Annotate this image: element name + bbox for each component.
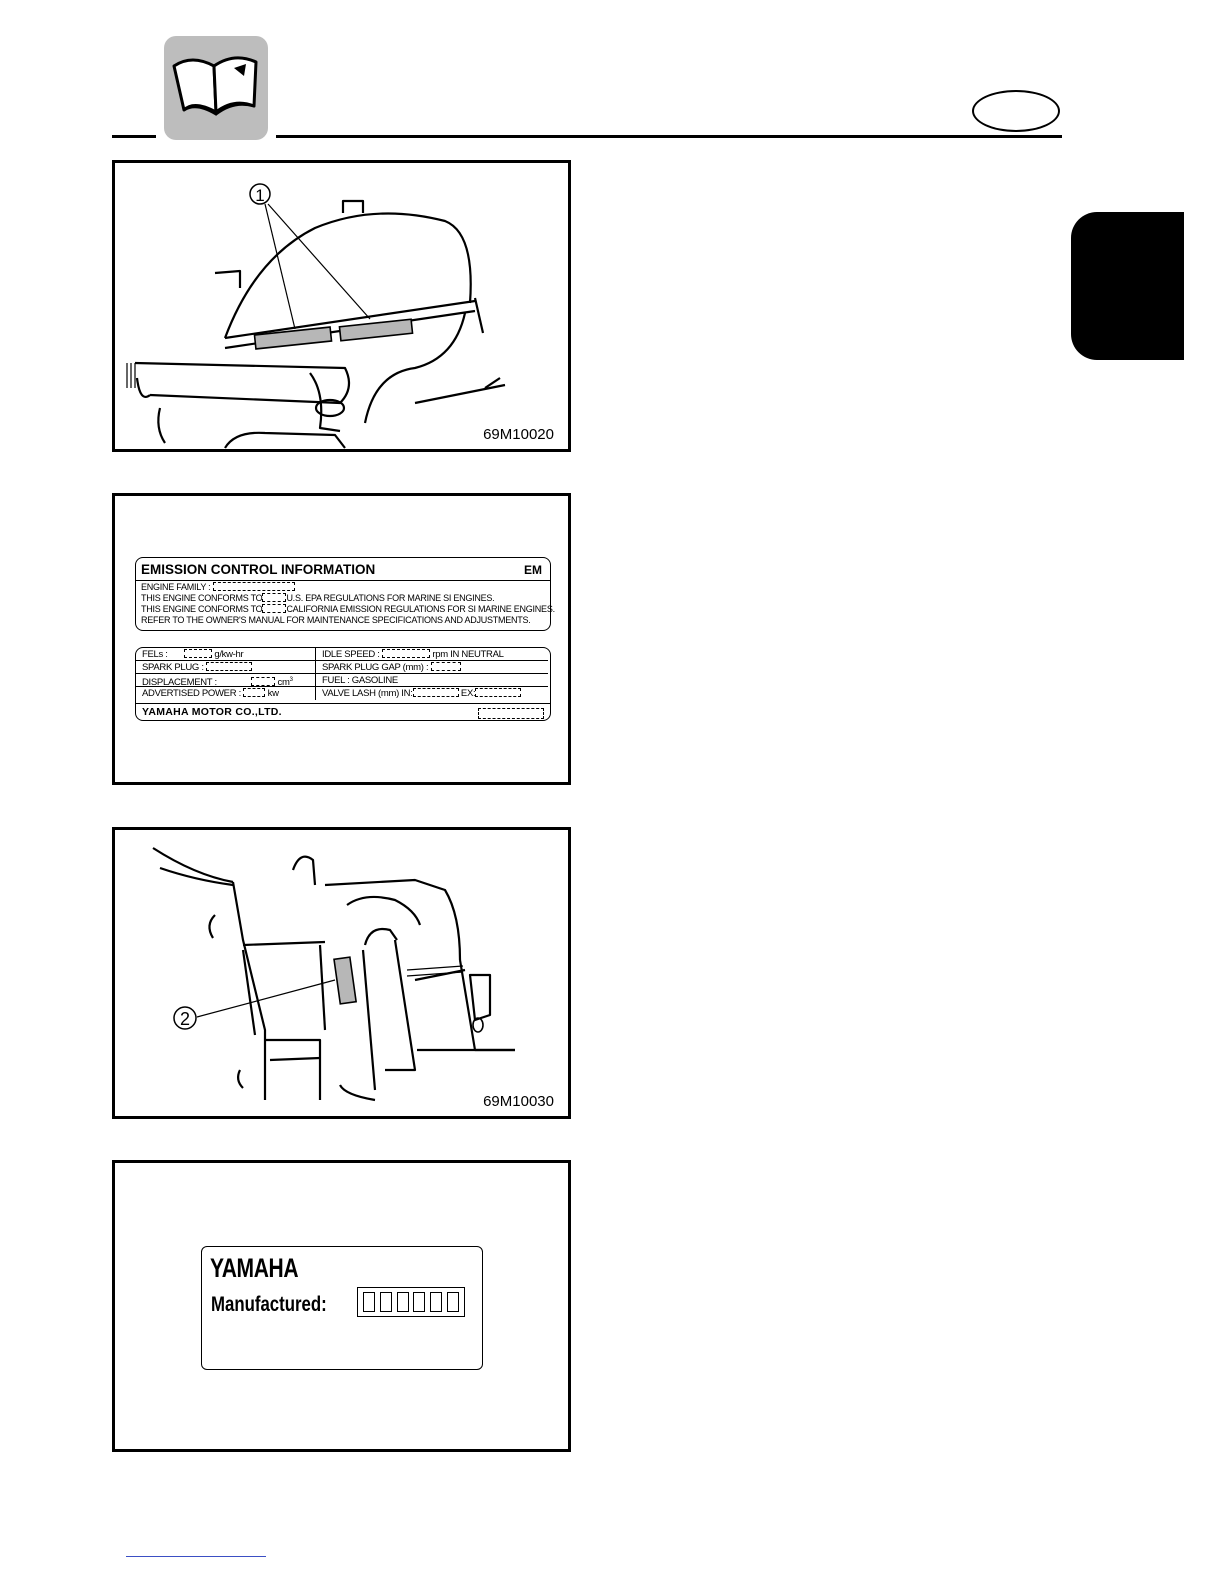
maker-name: YAMAHA MOTOR CO.,LTD. [142,706,282,718]
clamp-bracket-illustration [115,830,568,1116]
callout-1: 1 [255,186,265,205]
footer-rule [126,1556,266,1557]
callout-2: 2 [179,1009,191,1029]
manufactured-plate [201,1246,483,1370]
emission-code: EM [524,563,542,577]
brand-name: YAMAHA [210,1253,299,1283]
manual-book-icon [164,36,268,140]
date-code-boxes [357,1287,465,1317]
emission-title: EMISSION CONTROL INFORMATION [141,562,376,577]
figure-manufactured-plate [112,1160,571,1452]
language-oval [972,90,1060,132]
maker-code-box [478,708,544,719]
header-rule-left [112,135,156,138]
figure-code: 69M10030 [483,1093,554,1110]
spec-grid: FELs : g/kw-hr IDLE SPEED : rpm IN NEUTRAL SPARK PLUG : SPARK PLUG GAP (mm) : DISPLACEMENT : $cm^3$ FUEL : GASOLINE ADVERTISED POWER : kw VALVE LASH (mm) IN: EX: [136,648,550,700]
divider [136,703,550,704]
figure-emission-label [112,493,571,785]
figure-clamp-bracket [112,827,571,1119]
divider [136,580,550,581]
figure-engine-cowling [112,160,571,452]
engine-cowling-illustration [115,163,568,449]
emission-spec-box [135,647,551,721]
figure-code: 69M10020 [483,426,554,443]
emission-text: ENGINE FAMILY : THIS ENGINE CONFORMS TO U.S. EPA REGULATIONS FOR MARINE SI ENGINES. THIS ENGINE CONFORMS TO CALIFORNIA EMISSION REGULATIONS FOR SI MARINE ENGINES. REFER TO THE OWNER'S MANUAL FOR MAINTENANCE SPECIFICATIONS AND ADJUSTMENTS. [141,582,555,625]
emission-info-box [135,557,555,631]
chapter-tab [1071,212,1184,360]
manufactured-label: Manufactured: [211,1293,327,1316]
header-rule-right [276,135,1062,138]
